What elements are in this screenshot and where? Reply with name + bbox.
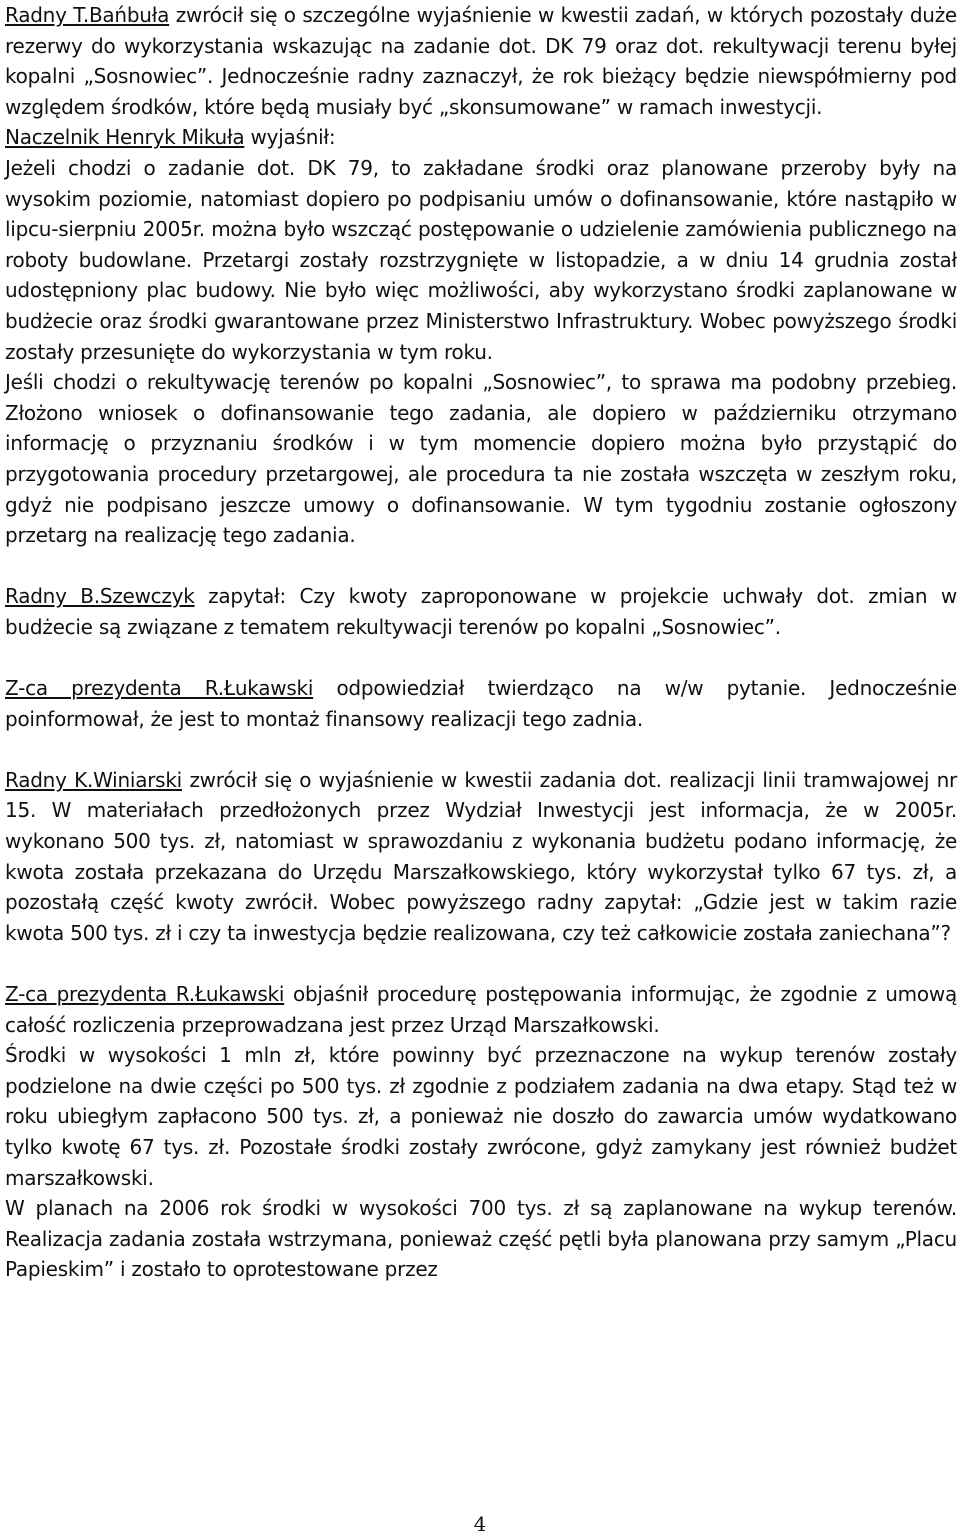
paragraph-srodki: Środki w wysokości 1 mln zł, które powinny być przeznaczone na wykup terenów zostały podzielone na dwie części po 500 tys. zł zgodnie z podziałem zadania na dwa etapy. Stąd też w roku ubiegłym zapłacono 500 tys. zł, a ponieważ nie doszło do zawarcia umów wydatkowano tylko kwotę 67 tys. zł. Pozostałe środki zostały zwrócone, gdyż zamykany jest również budżet marszałkowski. [5, 1043, 957, 1190]
paragraph-banbula [5, 0, 957, 122]
speaker-name: Radny K.Winiarski [5, 767, 182, 792]
paragraph-rekultywacja: Jeśli chodzi o rekultywację terenów po kopalni „Sosnowiec”, to sprawa ma podobny przebieg. Złożono wniosek o dofinansowanie tego zadania, ale dopiero w październiku otrzymano informację o przyznaniu środków i w tym momencie dopiero można było przystąpić do przygotowania procedury przetargowej, ale procedura ta nie została wszczęta w zeszłym roku, gdyż nie podpisano jeszcze umowy o dofinansowanie. W tym tygodniu zostanie ogłoszony przetarg na realizację tego zadania. [5, 370, 957, 548]
speaker-name: Z-ca prezydenta R.Łukawski [5, 676, 314, 701]
paragraph-lukawski-1 [5, 673, 957, 734]
spacer [5, 642, 957, 673]
speaker-name: Radny B.Szewczyk [5, 584, 195, 609]
spacer [5, 734, 957, 765]
speaker-name: Radny T.Bańbuła [5, 3, 170, 27]
paragraph-mikula-intro [5, 122, 957, 153]
spacer [5, 948, 957, 979]
speaker-name: Z-ca prezydenta R.Łukawski [5, 982, 285, 1006]
paragraph-lukawski-2 [5, 979, 957, 1040]
paragraph-text: zapytał: Czy kwoty zaproponowane w projekcie uchwały dot. zmian w budżecie są związane z tematem rekultywacji terenów po kopalni „Sosnowiec”. [5, 584, 958, 639]
paragraph-text: zwrócił się o szczególne wyjaśnienie w kwestii zadań, w których pozostały duże rezerwy do wykorzystania wskazując na zadanie dot. DK 79 oraz dot. rekultywacji terenu byłej kopalni „Sosnowiec”. Jednocześnie radny zaznaczył, że rok bieżący będzie niewspółmierny pod względem środków, które będą musiały być „skonsumowane” w ramach inwestycji. [5, 3, 957, 119]
paragraph-text: odpowiedział twierdząco na w/w pytanie. Jednocześnie poinformował, że jest to montaż finansowy realizacji tego zadnia. [5, 676, 957, 731]
paragraph-szewczyk [5, 581, 957, 642]
spacer [5, 551, 957, 582]
paragraph-text: objaśnił procedurę postępowania informując, że zgodnie z umową całość rozliczenia przeprowadzana jest przez Urząd Marszałkowski. [5, 982, 957, 1037]
paragraph-text: zwrócił się o wyjaśnienie w kwestii zadania dot. realizacji linii tramwajowej nr 15. W materiałach przedłożonych przez Wydział Inwestycji jest informacja, że w 2005r. wykonano 500 tys. zł, natomiast w sprawozdaniu z wykonania budżetu podano informację, że kwota została przekazana do Urzędu Marszałkowskiego, który wykorzystał tylko 67 tys. zł, a pozostałą część kwoty zwrócił. Wobec powyższego radny zapytał: „Gdzie jest w takim razie kwota 500 tys. zł i czy ta inwestycja będzie realizowana, czy też całkowicie została zaniechana”? [5, 767, 957, 945]
paragraph-plany-2006: W planach na 2006 rok środki w wysokości 700 tys. zł są zaplanowane na wykup terenów. Realizacja zadania została wstrzymana, ponieważ część pętli była planowana przy samym „Placu Papieskim” i zostało to oprotestowane przez [5, 1196, 957, 1282]
document-page [5, 0, 957, 1285]
paragraph-dk79: Jeżeli chodzi o zadanie dot. DK 79, to zakładane środki oraz planowane przeroby były na wysokim poziomie, natomiast dopiero po podpisaniu umów o dofinansowanie, które nastąpiło w lipcu-sierpniu 2005r. można było wszcząć postępowanie o udzielenie zamówienia publicznego na roboty budowlane. Przetargi zostały rozstrzygnięte w listopadzie, a w dniu 14 grudnia został udostępniony plac budowy. Nie było więc możliwości, aby wykorzystano środki zaplanowane w budżecie oraz środki gwarantowane przez Ministerstwo Infrastruktury. Wobec powyższego środki zostały przesunięte do wykorzystania w tym roku. [5, 155, 957, 364]
paragraph-text: wyjaśnił: [244, 125, 336, 150]
speaker-name: Naczelnik Henryk Mikuła [5, 125, 245, 150]
page-number: 4 [473, 1512, 487, 1536]
paragraph-winiarski [5, 765, 957, 949]
